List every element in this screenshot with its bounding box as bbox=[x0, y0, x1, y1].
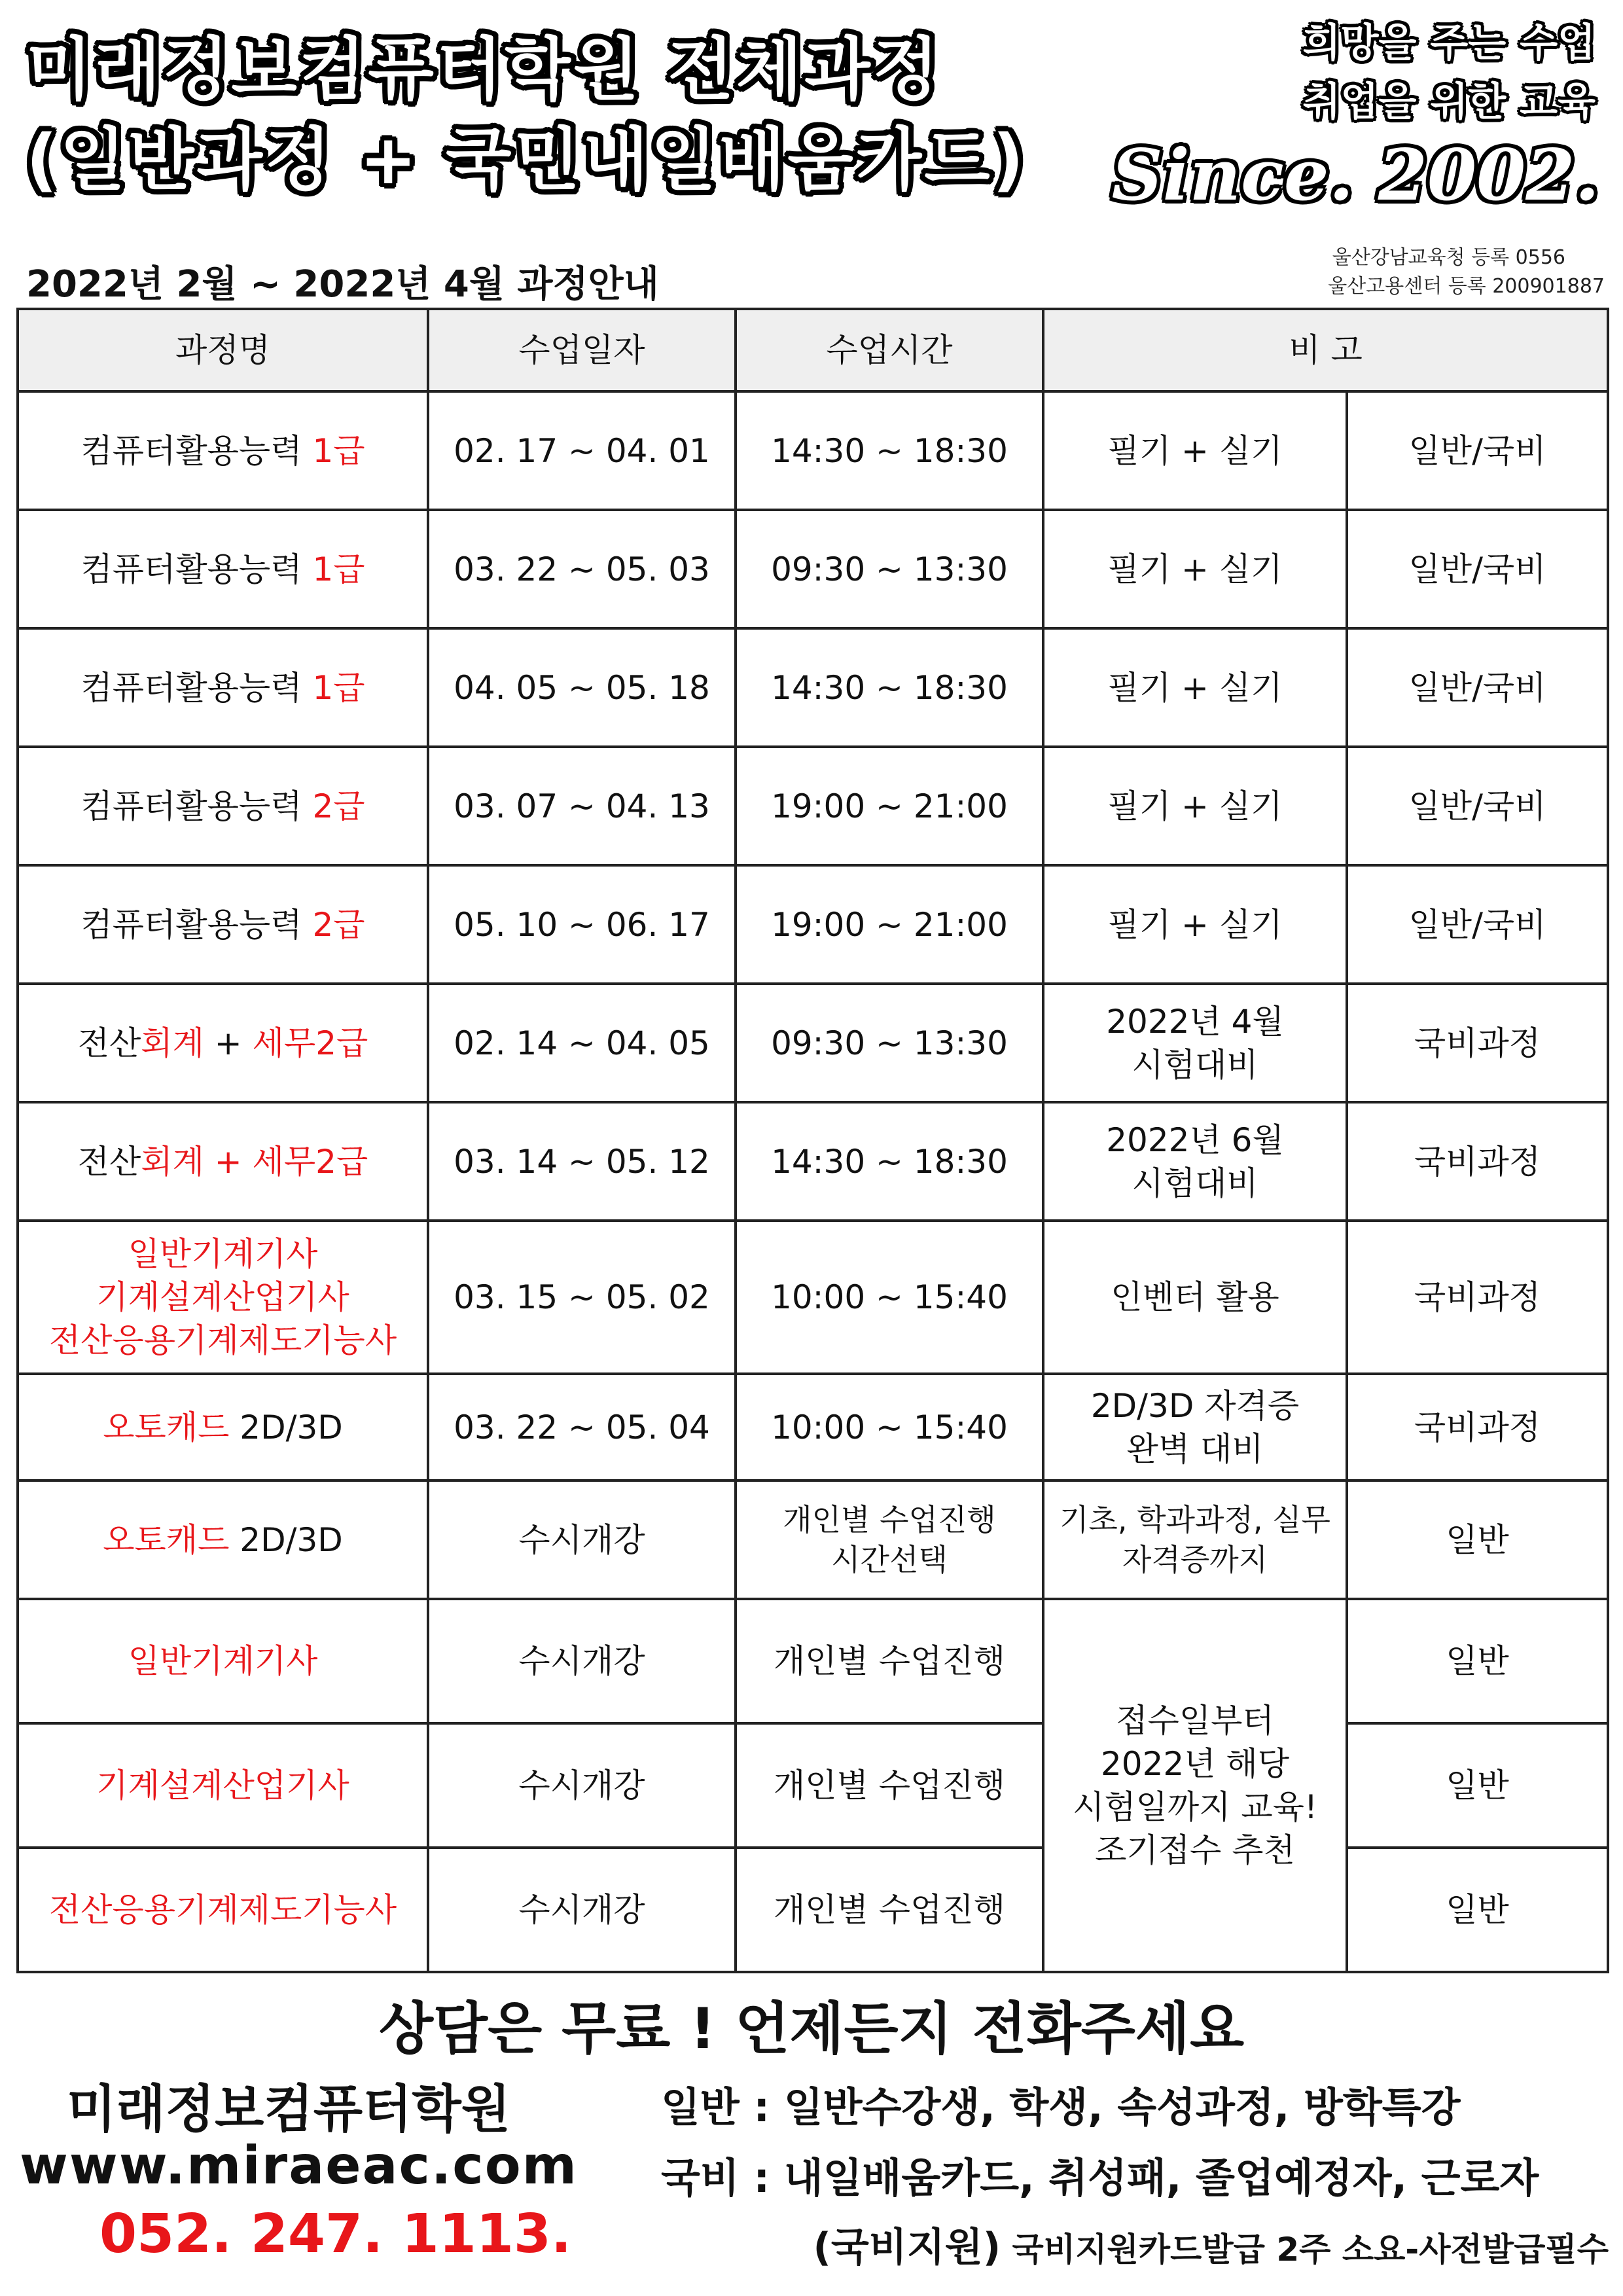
class-time: 개인별 수업진행 시간선택 bbox=[736, 1480, 1043, 1599]
course-name: 컴퓨터활용능력 1급 bbox=[18, 391, 428, 510]
course-type: 일반/국비 bbox=[1347, 391, 1608, 510]
website-link[interactable]: www.miraeac.com bbox=[20, 2135, 579, 2196]
table-row bbox=[18, 747, 1608, 865]
course-name: 오토캐드 2D/3D bbox=[18, 1480, 428, 1599]
table-row bbox=[18, 865, 1608, 984]
registration-employment-center: 울산고용센터 등록 200901887 bbox=[1328, 275, 1605, 298]
academy-name: 미래정보컴퓨터학원 bbox=[67, 2080, 511, 2139]
course-type: 일반 bbox=[1347, 1848, 1608, 1972]
table-row bbox=[18, 1221, 1608, 1374]
course-name: 전산응용기계제도기능사 bbox=[18, 1848, 428, 1972]
class-date: 수시개강 bbox=[428, 1599, 736, 1723]
class-date: 03. 22 ~ 05. 03 bbox=[428, 510, 736, 628]
course-name: 일반기계기사 bbox=[18, 1599, 428, 1723]
header-course-name: 과정명 bbox=[18, 309, 428, 391]
course-type: 일반/국비 bbox=[1347, 865, 1608, 984]
class-time: 개인별 수업진행 bbox=[736, 1599, 1043, 1723]
class-time: 개인별 수업진행 bbox=[736, 1723, 1043, 1848]
table-row bbox=[18, 1599, 1608, 1723]
table-row bbox=[18, 984, 1608, 1102]
class-date: 03. 15 ~ 05. 02 bbox=[428, 1221, 736, 1374]
course-note: 2022년 6월 시험대비 bbox=[1043, 1102, 1347, 1221]
course-type: 일반 bbox=[1347, 1723, 1608, 1848]
course-name: 전산회계 + 세무2급 bbox=[18, 984, 428, 1102]
class-time: 09:30 ~ 13:30 bbox=[736, 510, 1043, 628]
course-name: 일반기계기사 기계설계산업기사 전산응용기계제도기능사 bbox=[18, 1221, 428, 1374]
course-name: 오토캐드 2D/3D bbox=[18, 1374, 428, 1480]
course-name: 전산회계 + 세무2급 bbox=[18, 1102, 428, 1221]
course-type: 일반 bbox=[1347, 1599, 1608, 1723]
course-note: 필기 + 실기 bbox=[1043, 747, 1347, 865]
table-row bbox=[18, 1102, 1608, 1221]
course-type: 일반/국비 bbox=[1347, 747, 1608, 865]
class-date: 04. 05 ~ 05. 18 bbox=[428, 628, 736, 747]
header-remarks: 비 고 bbox=[1043, 309, 1608, 391]
course-note: 2022년 4월 시험대비 bbox=[1043, 984, 1347, 1102]
schedule-period: 2022년 2월 ~ 2022년 4월 과정안내 bbox=[26, 263, 659, 306]
course-note: 필기 + 실기 bbox=[1043, 391, 1347, 510]
class-date: 02. 14 ~ 04. 05 bbox=[428, 984, 736, 1102]
table-row bbox=[18, 391, 1608, 510]
class-date: 03. 07 ~ 04. 13 bbox=[428, 747, 736, 865]
since-year: Since. 2002. bbox=[1111, 134, 1599, 217]
table-row bbox=[18, 1480, 1608, 1599]
class-time: 14:30 ~ 18:30 bbox=[736, 391, 1043, 510]
general-course-info: 일반 : 일반수강생, 학생, 속성과정, 방학특강 bbox=[661, 2083, 1461, 2131]
national-course-info: 국비 : 내일배움카드, 취성패, 졸업예정자, 근로자 bbox=[661, 2154, 1539, 2202]
table-row bbox=[18, 1848, 1608, 1972]
course-type: 일반/국비 bbox=[1347, 628, 1608, 747]
course-name: 컴퓨터활용능력 1급 bbox=[18, 628, 428, 747]
course-name: 기계설계산업기사 bbox=[18, 1723, 428, 1848]
class-time: 10:00 ~ 15:40 bbox=[736, 1374, 1043, 1480]
course-name: 컴퓨터활용능력 1급 bbox=[18, 510, 428, 628]
class-date: 02. 17 ~ 04. 01 bbox=[428, 391, 736, 510]
registration-education-office: 울산강남교육청 등록 0556 bbox=[1332, 246, 1565, 269]
course-schedule-table bbox=[16, 308, 1609, 1973]
course-name: 컴퓨터활용능력 2급 bbox=[18, 865, 428, 984]
national-support-note: (국비지원) 국비지원카드발급 2주 소요-사전발급필수 bbox=[813, 2225, 1609, 2270]
class-time: 14:30 ~ 18:30 bbox=[736, 1102, 1043, 1221]
course-type: 일반 bbox=[1347, 1480, 1608, 1599]
class-time: 19:00 ~ 21:00 bbox=[736, 747, 1043, 865]
page-title-sub: (일반과정 + 국민내일배움카드) bbox=[26, 120, 1027, 200]
class-time: 14:30 ~ 18:30 bbox=[736, 628, 1043, 747]
course-type: 국비과정 bbox=[1347, 1374, 1608, 1480]
class-time: 10:00 ~ 15:40 bbox=[736, 1221, 1043, 1374]
course-type: 국비과정 bbox=[1347, 1221, 1608, 1374]
header-class-date: 수업일자 bbox=[428, 309, 736, 391]
slogan-hope: 희망을 주는 수업 bbox=[1302, 20, 1596, 66]
course-note: 필기 + 실기 bbox=[1043, 510, 1347, 628]
page-title: 미래정보컴퓨터학원 전체과정 bbox=[26, 29, 942, 109]
table-row bbox=[18, 1723, 1608, 1848]
table-row bbox=[18, 1374, 1608, 1480]
course-note: 2D/3D 자격증 완벽 대비 bbox=[1043, 1374, 1347, 1480]
phone-number[interactable]: 052. 247. 1113. bbox=[99, 2203, 572, 2265]
table-header-row bbox=[18, 309, 1608, 391]
course-name: 컴퓨터활용능력 2급 bbox=[18, 747, 428, 865]
header-class-time: 수업시간 bbox=[736, 309, 1043, 391]
class-date: 수시개강 bbox=[428, 1848, 736, 1972]
merged-note: 접수일부터 2022년 해당 시험일까지 교육! 조기접수 추천 bbox=[1043, 1599, 1347, 1972]
class-time: 개인별 수업진행 bbox=[736, 1848, 1043, 1972]
course-type: 국비과정 bbox=[1347, 1102, 1608, 1221]
course-type: 일반/국비 bbox=[1347, 510, 1608, 628]
course-note: 기초, 학과과정, 실무 자격증까지 bbox=[1043, 1480, 1347, 1599]
consultation-headline: 상담은 무료 ! 언제든지 전화주세요 bbox=[378, 1996, 1245, 2062]
course-type: 국비과정 bbox=[1347, 984, 1608, 1102]
course-note: 필기 + 실기 bbox=[1043, 628, 1347, 747]
class-time: 19:00 ~ 21:00 bbox=[736, 865, 1043, 984]
table-row bbox=[18, 510, 1608, 628]
slogan-employment: 취업을 위한 교육 bbox=[1302, 79, 1596, 125]
class-date: 03. 22 ~ 05. 04 bbox=[428, 1374, 736, 1480]
class-date: 수시개강 bbox=[428, 1480, 736, 1599]
class-date: 05. 10 ~ 06. 17 bbox=[428, 865, 736, 984]
course-note: 필기 + 실기 bbox=[1043, 865, 1347, 984]
table-row bbox=[18, 628, 1608, 747]
class-time: 09:30 ~ 13:30 bbox=[736, 984, 1043, 1102]
course-note: 인벤터 활용 bbox=[1043, 1221, 1347, 1374]
class-date: 수시개강 bbox=[428, 1723, 736, 1848]
class-date: 03. 14 ~ 05. 12 bbox=[428, 1102, 736, 1221]
